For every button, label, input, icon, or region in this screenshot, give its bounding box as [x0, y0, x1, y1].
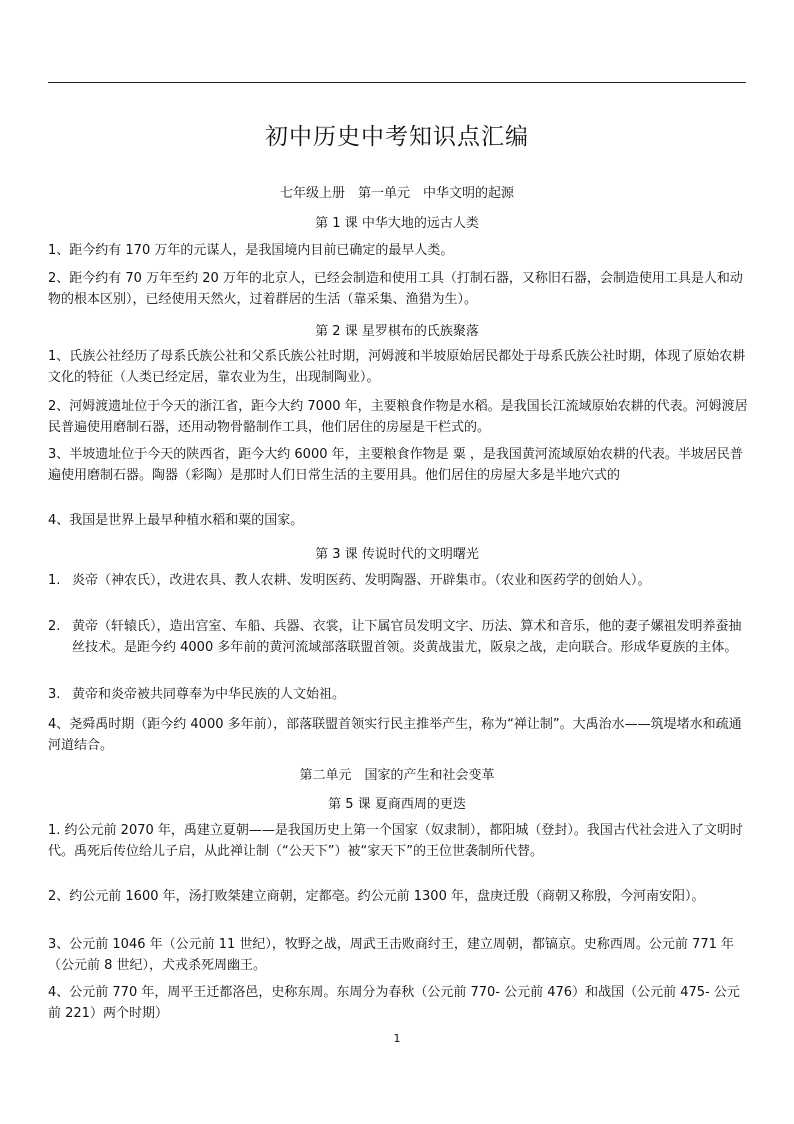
page-number: 1	[393, 1032, 401, 1045]
lesson1-point-1: 1、距今约有 170 万年的元谋人，是我国境内目前已确定的最早人类。	[48, 243, 454, 258]
list-item-text: 黄帝（轩辕氏），造出宫室、车船、兵器、衣裳，让下属官员发明文字、历法、算术和音乐，他的妻子嫘祖发明养蚕抽丝技术。是距今约 4000 多年前的黄河流域部落联盟首领。炎黄战蚩尤，阪泉之战，走向联合。形成华夏族的主体。	[72, 619, 742, 655]
lesson3-point-4: 4、尧舜禹时期（距今约 4000 多年前），部落联盟首领实行民主推举产生，称为“禅让制”。大禹治水——筑堤堵水和疏通河道结合。	[48, 717, 742, 753]
lesson5-point-3: 3、公元前 1046 年（公元前 11 世纪），牧野之战，周武王击败商纣王，建立周朝，都镐京。史称西周。公元前 771 年（公元前 8 世纪），犬戎杀死周幽王。	[48, 937, 735, 973]
lesson1-heading: 第 1 课 中华大地的远古人类	[315, 216, 479, 231]
list-item-text: 黄帝和炎帝被共同尊奉为中华民族的人文始祖。	[72, 687, 346, 702]
lesson2-point-4: 4、我国是世界上最早种植水稻和粟的国家。	[48, 513, 304, 528]
document-title: 初中历史中考知识点汇编	[265, 124, 529, 150]
lesson2-point-2: 2、河姆渡遗址位于今天的浙江省，距今大约 7000 年，主要粮食作物是水稻。是我国长江流域原始农耕的代表。河姆渡居民普遍使用磨制石器，还用动物骨骼制作工具，他们居住的房屋是干栏式的。	[48, 399, 748, 435]
lesson5-point-4: 4、公元前 770 年，周平王迁都洛邑，史称东周。东周分为春秋（公元前 770- 公元前 476）和战国（公元前 475- 公元前 221）两个时期）	[48, 985, 740, 1021]
list-item-text: 炎帝（神农氏），改进农具、教人农耕、发明医药、发明陶器、开辟集市。（农业和医药学的创始人）。	[72, 573, 651, 588]
unit2-heading: 第二单元 国家的产生和社会变革	[299, 768, 495, 783]
unit1-heading: 七年级上册 第一单元 中华文明的起源	[279, 186, 514, 201]
header-rule	[48, 82, 746, 83]
lesson5-point-2: 2、约公元前 1600 年，汤打败桀建立商朝，定都亳。约公元前 1300 年，盘庚迁殷（商朝又称殷，今河南安阳）。	[48, 889, 705, 904]
lesson2-point-1: 1、氏族公社经历了母系氏族公社和父系氏族公社时期，河姆渡和半坡原始居民都处于母系氏族公社时期，体现了原始农耕文化的特征（人类已经定居，靠农业为生，出现制陶业）。	[48, 349, 746, 385]
list-item-number: 1.	[48, 573, 61, 588]
lesson5-heading: 第 5 课 夏商西周的更迭	[328, 797, 466, 812]
lesson2-heading: 第 2 课 星罗棋布的氏族聚落	[315, 324, 479, 339]
lesson1-point-2: 2、距今约有 70 万年至约 20 万年的北京人，已经会制造和使用工具（打制石器，又称旧石器，会制造使用工具是人和动物的根本区别），已经使用天然火，过着群居的生活（靠采集、渔猎为生）。	[48, 271, 743, 307]
list-item-number: 3.	[48, 687, 61, 702]
lesson2-point-3: 3、半坡遗址位于今天的陕西省，距今大约 6000 年，主要粮食作物是 粟 ，是我国黄河流域原始农耕的代表。半坡居民普遍使用磨制石器。陶器（彩陶）是那时人们日常生活的主要用具。他们居住的房屋大多是半地穴式的	[48, 447, 743, 483]
lesson3-heading: 第 3 课 传说时代的文明曙光	[315, 547, 479, 562]
lesson5-point-1: 1. 约公元前 2070 年，禹建立夏朝——是我国历史上第一个国家（奴隶制），都阳城（登封）。我国古代社会进入了文明时代。禹死后传位给儿子启，从此禅让制（“公天下”）被“家天下”的王位世袭制所代替。	[48, 823, 743, 859]
list-item-number: 2.	[48, 619, 61, 634]
